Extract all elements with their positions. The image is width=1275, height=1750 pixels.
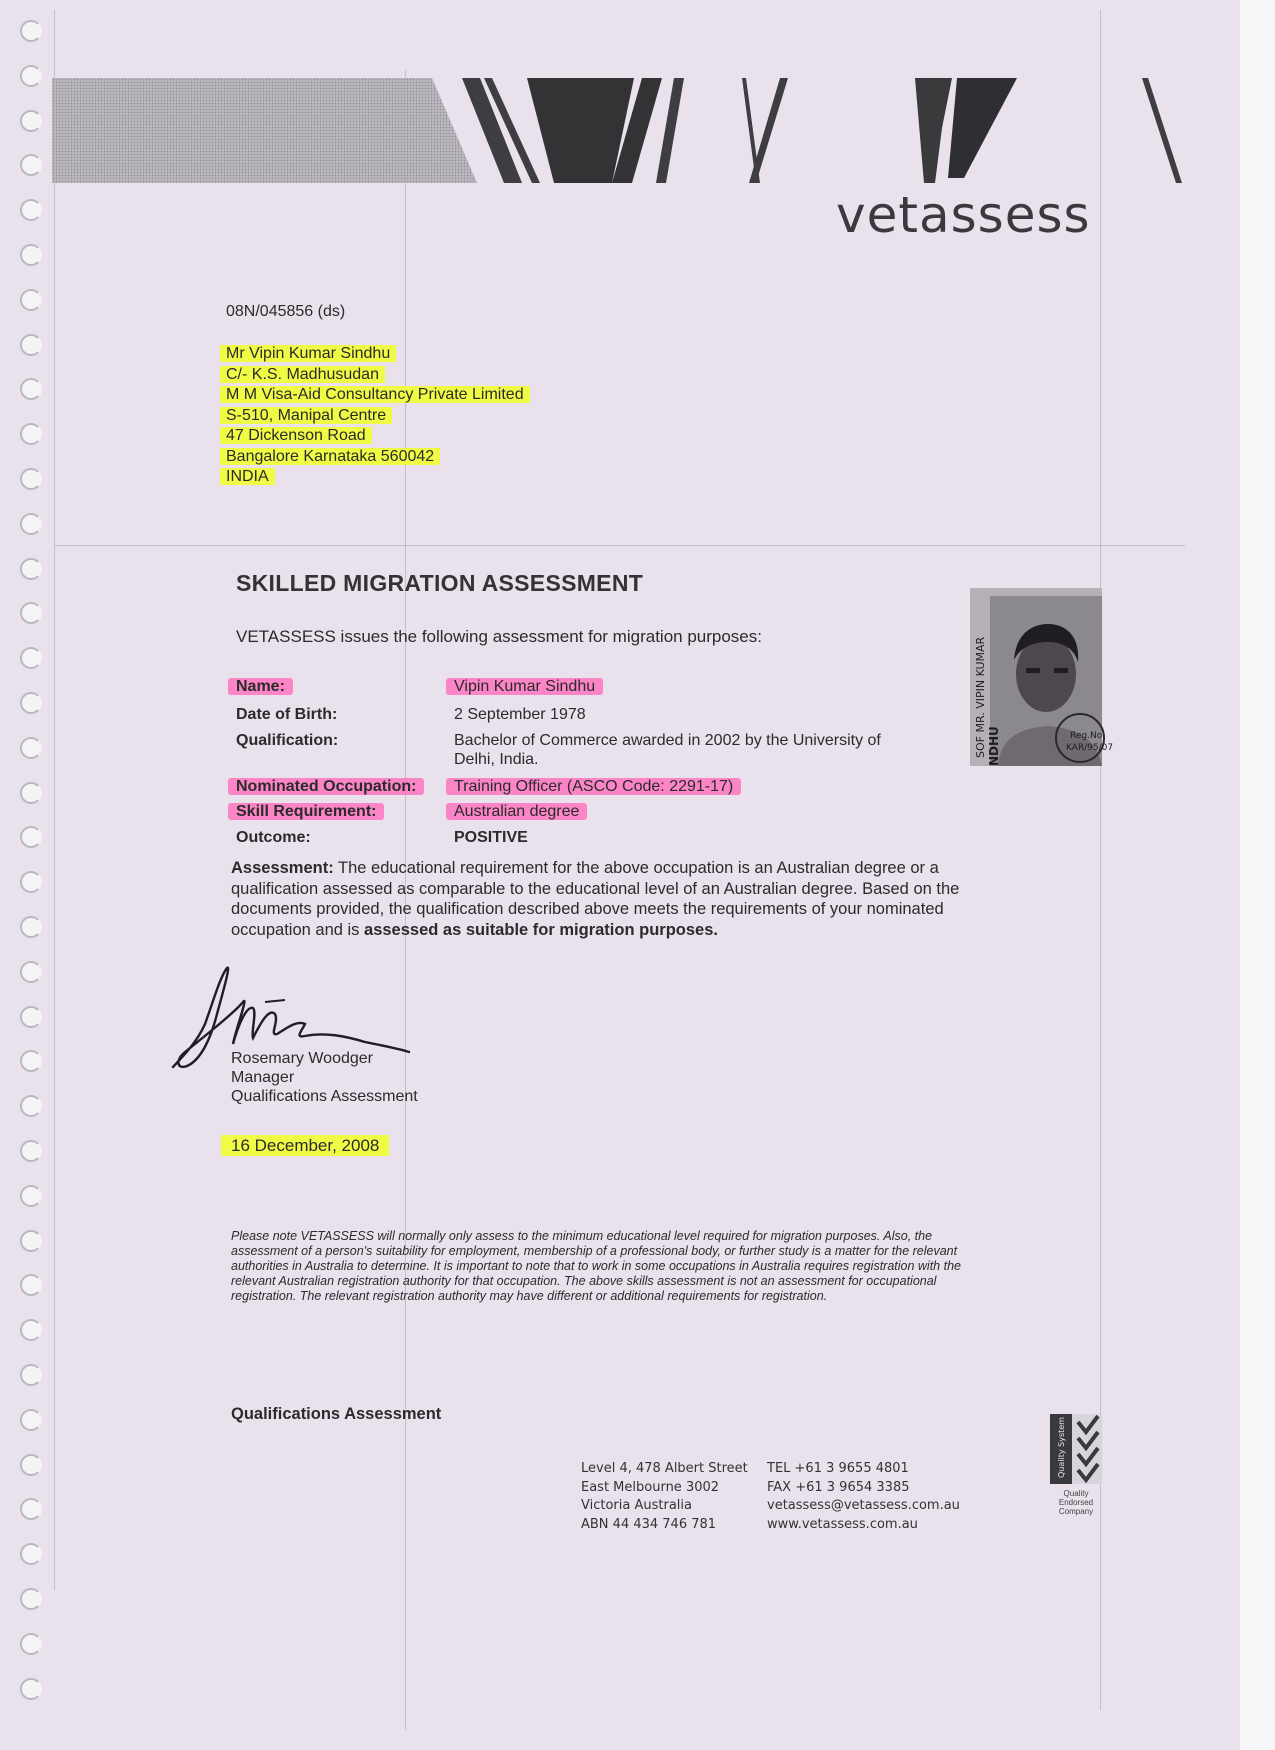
punch-hole	[20, 110, 42, 132]
punch-hole	[20, 871, 42, 893]
punch-hole	[20, 199, 42, 221]
contact-line: FAX +61 3 9654 3385	[767, 1479, 910, 1495]
signer-department: Qualifications Assessment	[231, 1088, 418, 1105]
quality-caption: Quality Endorsed Company	[1058, 1489, 1094, 1516]
punch-hole	[20, 65, 42, 87]
quality-endorsed-badge	[1050, 1414, 1102, 1516]
signer-block	[231, 1049, 418, 1106]
punch-hole	[20, 692, 42, 714]
punch-hole	[20, 1095, 42, 1117]
field-value-cont: Delhi, India.	[454, 751, 539, 768]
contact-line: East Melbourne 3002	[581, 1479, 720, 1495]
punch-hole	[20, 1678, 42, 1700]
date-text: 16 December, 2008	[221, 1135, 389, 1156]
assessment-label: Assessment:	[231, 859, 334, 877]
punch-hole	[20, 1543, 42, 1565]
address-line: Bangalore Karnataka 560042	[220, 448, 440, 465]
punch-hole	[20, 334, 42, 356]
assessment-paragraph	[231, 858, 971, 940]
address-line: C/- K.S. Madhusudan	[220, 366, 385, 383]
footer-department: Qualifications Assessment	[231, 1405, 442, 1423]
quality-badge-text: Quality System	[1057, 1417, 1066, 1478]
signer-role: Manager	[231, 1069, 295, 1086]
photo-stamp-regno: Reg.No	[1070, 731, 1103, 741]
letter-date	[231, 1136, 389, 1156]
punch-hole	[20, 1230, 42, 1252]
photo-attestation-text: SOF MR. VIPIN KUMAR	[974, 636, 987, 758]
punch-hole	[20, 513, 42, 535]
field-label: Date of Birth:	[236, 706, 338, 723]
punch-hole	[20, 961, 42, 983]
address-line: M M Visa-Aid Consultancy Private Limited	[220, 386, 530, 403]
contact-address	[581, 1460, 748, 1534]
punch-hole	[20, 826, 42, 848]
field-value: Vipin Kumar Sindhu	[446, 678, 603, 695]
reference-number: 08N/045856 (ds)	[226, 303, 346, 320]
punch-hole	[20, 244, 42, 266]
address-line: S-510, Manipal Centre	[220, 407, 392, 424]
punch-hole	[20, 1454, 42, 1476]
punch-hole	[20, 1050, 42, 1072]
punch-hole	[20, 154, 42, 176]
punch-hole	[20, 1633, 42, 1655]
punch-hole	[20, 1140, 42, 1162]
contact-line[interactable]: www.vetassess.com.au	[767, 1516, 918, 1532]
field-value: 2 September 1978	[454, 706, 586, 723]
punch-hole	[20, 602, 42, 624]
field-value: Training Officer (ASCO Code: 2291-17)	[446, 778, 741, 795]
disclaimer-note: Please note VETASSESS will normally only assess to the minimum educational level required for migration purposes. Also, the assessment of a person's suitability for employment, membership of a professional body, or further study is a matter for the relevant authorities in Australia to determine. It is important to note that to work in some occupations in Australia requires registration with the relevant Australian registration authority for that occupation. The above skills assessment is not an assessment for occupational registration. The relevant registration authority may have different or additional requirements for registration.	[231, 1229, 961, 1303]
punch-hole	[20, 289, 42, 311]
punch-hole	[20, 378, 42, 400]
punch-hole	[20, 1364, 42, 1386]
punch-hole	[20, 782, 42, 804]
punch-hole	[20, 1319, 42, 1341]
field-label: Qualification:	[236, 732, 339, 749]
contact-line[interactable]: vetassess@vetassess.com.au	[767, 1498, 960, 1513]
field-label: Outcome:	[236, 829, 311, 846]
field-value: Australian degree	[446, 803, 587, 820]
punch-hole	[20, 1588, 42, 1610]
field-value: POSITIVE	[454, 829, 528, 846]
photo-stamp-code: KAR/95/07	[1066, 743, 1114, 753]
applicant-photo	[970, 588, 1114, 766]
document-title: SKILLED MIGRATION ASSESSMENT	[236, 570, 644, 596]
punch-hole	[20, 1006, 42, 1028]
recipient-address	[226, 344, 530, 488]
address-line: 47 Dickenson Road	[220, 427, 372, 444]
quality-check-icon	[1050, 1414, 1102, 1484]
contact-line: Level 4, 478 Albert Street	[581, 1461, 748, 1476]
punch-hole	[20, 423, 42, 445]
vetassess-wordmark: vetassess	[836, 186, 1091, 244]
fold-line-horizontal	[55, 545, 1185, 546]
address-line: INDIA	[220, 468, 275, 485]
field-label: Name:	[228, 678, 293, 695]
field-value: Bachelor of Commerce awarded in 2002 by the University of	[454, 732, 881, 749]
assessment-text: The educational requirement for the above occupation is an Australian degree or a qualification assessed as comparable to the educational level of an Australian degree. Based on the documents provided, the qualification described above meets the requirements of your nominated occupation and is	[231, 859, 960, 939]
punch-hole	[20, 1274, 42, 1296]
contact-line: TEL +61 3 9655 4801	[767, 1461, 909, 1476]
field-label: Skill Requirement:	[228, 803, 384, 820]
punch-hole	[20, 20, 42, 42]
punch-hole	[20, 1498, 42, 1520]
punch-hole	[20, 1409, 42, 1431]
punch-hole	[20, 916, 42, 938]
signer-name: Rosemary Woodger	[231, 1050, 373, 1067]
punch-hole	[20, 468, 42, 490]
contact-line: ABN 44 434 746 781	[581, 1516, 717, 1532]
punch-hole	[20, 1185, 42, 1207]
punch-hole	[20, 558, 42, 580]
binder-punch-holes	[20, 0, 44, 1750]
punch-hole	[20, 737, 42, 759]
fold-line-left	[54, 10, 55, 1590]
assessment-conclusion: assessed as suitable for migration purposes.	[364, 920, 718, 939]
contact-line: Victoria Australia	[581, 1498, 692, 1513]
intro-text: VETASSESS issues the following assessment for migration purposes:	[236, 627, 762, 646]
photo-side-text: NDHU	[987, 726, 1001, 766]
field-label: Nominated Occupation:	[228, 778, 424, 795]
address-line: Mr Vipin Kumar Sindhu	[220, 345, 396, 362]
vetassess-logo-graphic	[52, 78, 1182, 188]
contact-phone-web	[767, 1460, 960, 1534]
punch-hole	[20, 647, 42, 669]
